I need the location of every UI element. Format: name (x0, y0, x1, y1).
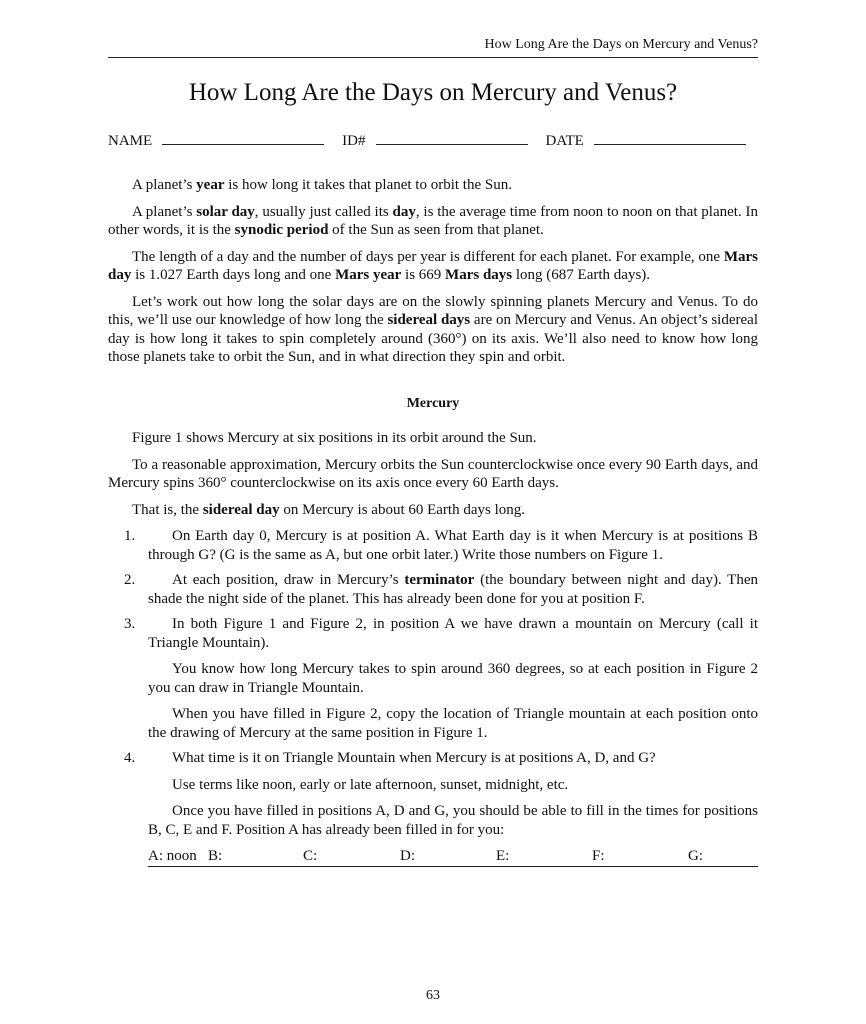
intro-paragraph-mars: The length of a day and the number of days per year is different for each planet. For example, one Mars day is 1.027 Earth days long and one Mars year is 669 Mars days long (687 Earth days). (108, 248, 758, 283)
question-text: In both Figure 1 and Figure 2, in position A we have drawn a mountain on Mercury (call it Triangle Mountain). (148, 616, 758, 651)
worksheet-body (108, 176, 758, 874)
name-field[interactable] (162, 130, 324, 145)
answer-blank-f[interactable]: F: (592, 848, 605, 864)
question-number: 2. (124, 572, 136, 588)
running-head: How Long Are the Days on Mercury and Venus? (108, 36, 758, 58)
date-field[interactable] (594, 130, 746, 145)
answer-blank-b[interactable]: B: (208, 848, 223, 864)
id-label: ID# (342, 133, 366, 149)
question-3 (108, 615, 758, 742)
question-text: Once you have filled in positions A, D and G, you should be able to fill in the times for positions B, C, E and F. Position A has already been filled in for you: (148, 803, 758, 838)
answer-blanks-row (148, 847, 758, 867)
date-label: DATE (545, 133, 584, 149)
page-title: How Long Are the Days on Mercury and Venus? (188, 79, 678, 106)
mercury-paragraph-sidereal: That is, the sidereal day on Mercury is about 60 Earth days long. (132, 501, 526, 518)
answer-blank-c[interactable]: C: (303, 848, 318, 864)
intro-paragraph-solar-day: A planet’s solar day, usually just called its day, is the average time from noon to noon on that planet. In other words, it is the synodic period of the Sun as seen from that planet. (108, 203, 758, 238)
question-text: What time is it on Triangle Mountain when Mercury is at positions A, D, and G? (172, 750, 656, 766)
question-text: When you have filled in Figure 2, copy the location of Triangle mountain at each position onto the drawing of Mercury at the same position in Figure 1. (148, 706, 758, 741)
page-number: 63 (426, 988, 440, 1003)
answer-blank-g[interactable]: G: (688, 848, 703, 864)
name-label: NAME (108, 133, 153, 149)
id-field[interactable] (376, 130, 528, 145)
question-2 (108, 571, 758, 608)
question-1 (108, 527, 758, 564)
intro-paragraph-year: A planet’s year is how long it takes that planet to orbit the Sun. (132, 177, 512, 193)
answer-blank-e[interactable]: E: (496, 848, 510, 864)
intro-paragraph-sidereal: Let’s work out how long the solar days are on the slowly spinning planets Mercury and Venus. To do this, we’ll use our knowledge of how long the sidereal days are on Mercury and Venus. An object’s sidereal day is how long it takes to spin completely around (360°) on its axis. We’ll also need to know how long those planets take to orbit the Sun, and in what direction they spin and orbit. (108, 293, 758, 365)
question-text: At each position, draw in Mercury’s terminator (the boundary between night and day). Then shade the night side of the planet. This has already been done for you at position F. (148, 572, 758, 607)
mercury-paragraph-figure: Figure 1 shows Mercury at six positions in its orbit around the Sun. (132, 430, 537, 446)
question-text: Use terms like noon, early or late afternoon, sunset, midnight, etc. (172, 776, 569, 793)
question-text: On Earth day 0, Mercury is at position A. What Earth day is it when Mercury is at positions B through G? (G is the same as A, but one orbit later.) Write those numbers on Figure 1. (148, 528, 758, 563)
question-4 (108, 749, 758, 867)
question-list (108, 527, 758, 867)
question-number: 3. (124, 616, 136, 632)
answer-blank-d[interactable]: D: (400, 848, 415, 864)
question-text: You know how long Mercury takes to spin around 360 degrees, so at each position in Figure 2 you can draw in Triangle Mountain. (148, 661, 758, 696)
question-number: 4. (124, 750, 136, 766)
answer-blank-a: A: noon (148, 848, 197, 864)
student-info-fields (108, 130, 758, 151)
section-heading-mercury: Mercury (406, 395, 460, 411)
question-number: 1. (124, 528, 136, 544)
mercury-paragraph-orbit: To a reasonable approximation, Mercury orbits the Sun counterclockwise once every 90 Earth days, and Mercury spins 360° counterclockwise on its axis once every 60 Earth days. (108, 456, 758, 491)
